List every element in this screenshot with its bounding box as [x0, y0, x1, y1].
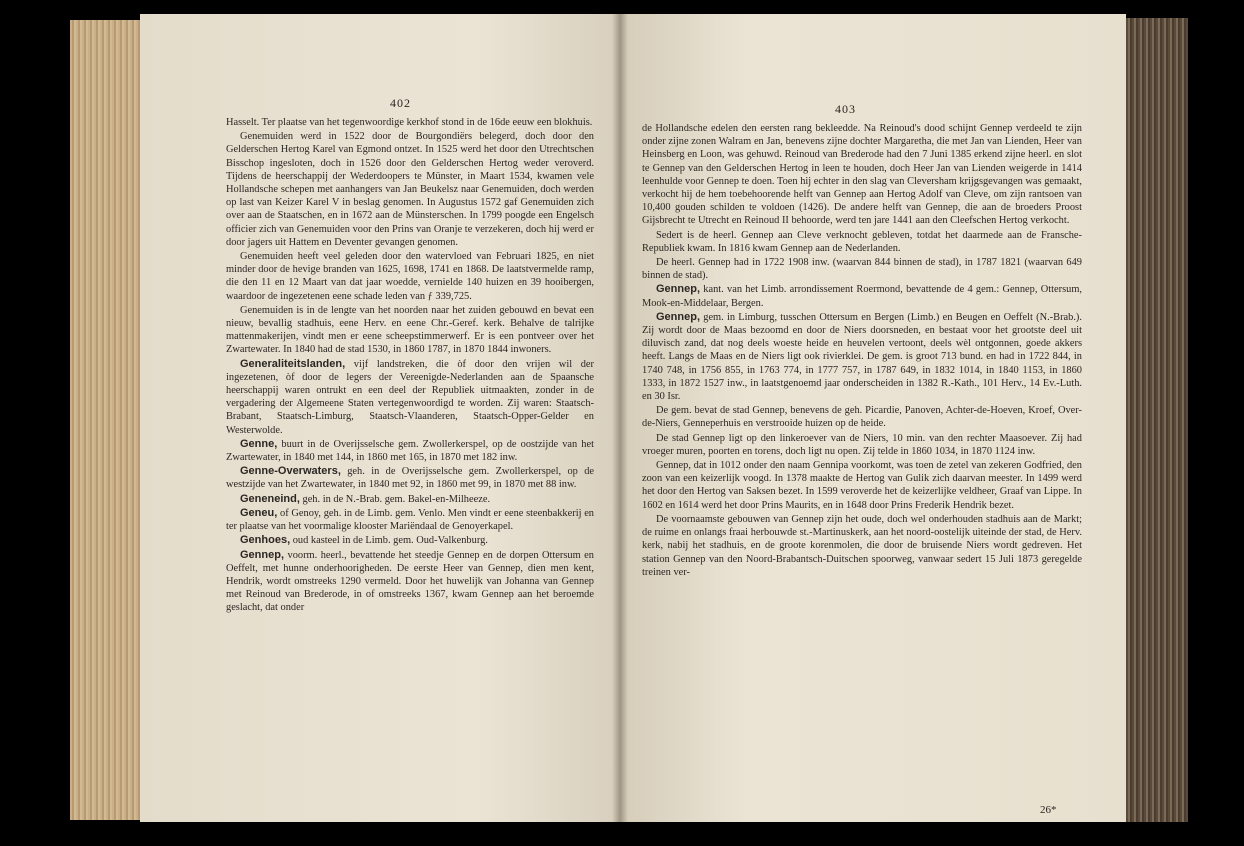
page-number: 403	[835, 102, 856, 116]
paragraph	[226, 116, 594, 129]
paragraph-text: Hasselt. Ter plaatse van het tegenwoordige kerkhof stond in de 16de eeuw een blokhuis.	[226, 117, 593, 128]
paragraph-text: geh. in de N.-Brab. gem. Bakel-en-Milheeze.	[299, 493, 491, 505]
right-page-edges	[1126, 18, 1188, 822]
paragraph	[226, 493, 594, 506]
entry-headword: Gennep,	[656, 283, 701, 296]
paragraph	[226, 438, 594, 464]
paragraph-text: De gem. bevat de stad Gennep, benevens de geh. Picardie, Panoven, Achter-de-Hoeven, Kroef, Over-de-Niers, Genneperhuis en verstrooide huizen op de heide.	[642, 405, 1082, 430]
left-page	[140, 14, 620, 822]
paragraph-text: Sedert is de heerl. Gennep aan Cleve verknocht gebleven, totdat het daarmede aan de Fransche-Republiek kwam. In 1816 kwam Gennep aan de Nederlanden.	[642, 229, 1082, 254]
paragraph	[642, 229, 1082, 255]
paragraph	[642, 311, 1082, 403]
paragraph	[226, 465, 594, 491]
paragraph-text: Genemuiden heeft veel geleden door den watervloed van Februari 1825, en niet minder door de hevige branden van 1625, 1698, 1741 en 1868. De laatstvermelde ramp, die den 11 en 12 Maart van dat jaar woedde, vernielde 140 huizen en 39 hooibergen, waardoor de ingezetenen eene schade leden van ƒ 339,725.	[226, 251, 594, 302]
book-gutter	[612, 14, 628, 822]
paragraph-text: kant. van het Limb. arrondissement Roermond, bevattende de 4 gem.: Gennep, Ottersum, Mook-en-Middelaar, Bergen.	[642, 284, 1082, 309]
paragraph-text: Genemuiden werd in 1522 door de Bourgondiërs belegerd, doch door den Gelderschen Hertog Karel van Egmond ontzet. In 1525 werd het door den Utrechtschen Bisschop ingesloten, doch in 1526 door den Gelderschen Hertog weder veroverd. Tijdens de heerschappij der Wederdoopers te Münster, in Maart 1534, kwamen vele Hollandsche schepen met aanhangers van Jan Beukelsz naar Genemuiden, doch werden op last van Keizer Karel V in beslag genomen. In Augustus 1572 gaf Genemuiden zich over aan de Staatschen, en in 1672 aan de Münsterschen. In 1799 poogde een Engelsch officier zich van Genemuiden voor den Prins van Oranje te verzekeren, doch hij werd er door jagers uit Hattem en Deventer gevangen genomen.	[226, 131, 594, 248]
paragraph-text: voorm. heerl., bevattende het steedje Gennep en de dorpen Ottersum en Oeffelt, met hunne onderhoorigheden. De eerste Heer van Gennep, dien men kent, Hendrik, wordt omstreeks 1290 vermeld. Door het huwelijk van Johanna van Gennep met Reinoud van Brederode, in of omstreeks 1367, kwam Gennep aan het beroemde geslacht, dat onder	[226, 549, 594, 614]
paragraph	[226, 250, 594, 303]
right-page-text	[642, 122, 1082, 580]
paragraph	[642, 283, 1082, 309]
paragraph	[642, 513, 1082, 579]
paragraph	[226, 549, 594, 615]
paragraph	[642, 404, 1082, 430]
paragraph	[642, 122, 1082, 228]
paragraph-text: De stad Gennep ligt op den linkeroever van de Niers, 10 min. van den rechter Maasoever. Zij had vroeger muren, poorten en torens, doch ligt nu open. Zij telde in 1860 1034, in 1870 1124 inw.	[642, 432, 1082, 457]
paragraph-text: geh. in de Overijsselsche gem. Zwollerkerspel, op de westzijde van het Zwartewater, in 1840 met 92, in 1860 met 99, in 1870 met 88 inw.	[226, 466, 594, 491]
paragraph	[642, 432, 1082, 458]
paragraph-text: Genemuiden is in de lengte van het noorden naar het zuiden gebouwd en bevat een nieuw, bevallig stadhuis, eene Herv. en eene Chr.-Geref. kerk. Behalve de talrijke mattenmakerijen, vindt men er eene scheepstimmerwerf. Er is een pontveer over het Zwartewater. In 1840 had de stad 1530, in 1860 1787, in 1870 1844 inwoners.	[226, 304, 594, 356]
entry-headword: Geneneind,	[240, 492, 300, 505]
paragraph-text: buurt in de Overijsselsche gem. Zwollerkerspel, op de oostzijde van het Zwartewater, in 1840 met 144, in 1860 met 165, in 1870 met 182 inw.	[226, 438, 594, 464]
paragraph-text: De heerl. Gennep had in 1722 1908 inw. (waarvan 844 binnen de stad), in 1787 1821 (waarvan 649 binnen de stad).	[642, 257, 1082, 282]
paragraph	[226, 304, 594, 357]
paragraph-text: de Hollandsche edelen den eersten rang bekleedde. Na Reinoud's dood schijnt Gennep verdeeld te zijn onder zijne zonen Walram en Jan, benevens zijne dochter Margaretha, die met Jan van Lienden, Heer van Heinsberg en Loon, was gehuwd. Reinoud van Brederode had den 7 Juni 1385 erkend zijne heerl. en slot te Gennep van den Gelderschen Hertog in leen te houden, doch Heer Jan van Lienden weigerde in 1414 leenhulde voor Gennep te doen. Toen hij echter in den slag van Cleversham krijgsgevangen was gemaakt, verkocht hij de hem toebehoorende helft van Gennep aan Hertog Adolf van Cleve, om zijn rantsoen van 10,400 gouden schilden te voldoen (1426). De andere helft van Gennep, die aan de broeders Proost Gijsbrecht te Utrecht en Reinoud II behoorde, werd ten jare 1441 aan den Cleefschen Hertog verkocht.	[642, 123, 1082, 227]
paragraph	[642, 256, 1082, 282]
paragraph	[642, 459, 1082, 512]
paragraph-text: De voornaamste gebouwen van Gennep zijn het oude, doch wel onderhouden stadhuis aan de Markt; de ruime en onlangs fraai herbouwde st.-Martinuskerk, aan het noord-oostelijk uiteinde der stad, de Herv. kerk, nabij het stadhuis, en de groote korenmolen, die door de bruisende Niers wordt gedreven. Het station Gennep van den Noord-Brabantsch-Duitschen spoorweg, vanwaar sedert 15 Juli 1873 geregelde treinen ver-	[642, 513, 1082, 578]
entry-headword: Gennep,	[240, 548, 285, 561]
paragraph-text: vijf landstreken, die òf door den vrijen wil der ingezetenen, òf door de legers der Vereenigde-Nederlanden aan de Spaansche heerschappij waren ontrukt en een deel der Republiek uitmaakten, zonder in de vergadering der Algemeene Staten vertegenwoordigd te worden. Zij waren: Staatsch-Brabant, Staatsch-Limburg, Staatsch-Vlaanderen, Staatsch-Opper-Gelder en Westerwolde.	[226, 358, 594, 436]
entry-headword: Genne-Overwaters,	[240, 465, 341, 478]
paragraph-text: of Genoy, geh. in de Limb. gem. Venlo. Men vindt er eene steenbakkerij en ter plaatse van het voormalige klooster Mariëndaal de Genoyerkapel.	[226, 507, 594, 533]
entry-headword: Generaliteitslanden,	[240, 357, 346, 370]
left-page-text	[226, 116, 594, 616]
paragraph	[226, 507, 594, 533]
paragraph-text: gem. in Limburg, tusschen Ottersum en Bergen (Limb.) en Beugen en Oeffelt (N.-Brab.). Zij wordt door de Maas bezoomd en door de Niers doorsneden, en bestaat voor het grootste deel uit diluvisch zand, dat nog deels woeste heide en heuvelen vertoont, deels wèl ontgonnen, goede akkers heeft. Langs de Maas en de Niers ligt ook rivierklei. De gem. is groot 713 bund. en had in 1722 844, in 1740 748, in 1756 855, in 1763 774, in 1777 757, in 1787 649, in 1832 1014, in 1840 1153, in 1860 1333, in 1872 1527 inw., in laatstgenoemd jaar onderscheiden in 1382 R.-Kath., 101 Herv., 14 Ev.-Luth. en 30 Isr.	[642, 311, 1082, 403]
paragraph	[226, 358, 594, 437]
paragraph	[226, 130, 594, 249]
entry-headword: Genne,	[240, 437, 278, 450]
page-number: 402	[390, 96, 411, 110]
entry-headword: Geneu,	[240, 506, 278, 519]
entry-headword: Gennep,	[656, 310, 701, 323]
paragraph-text: oud kasteel in de Limb. gem. Oud-Valkenburg.	[290, 535, 488, 547]
paragraph-text: Gennep, dat in 1012 onder den naam Gennipa voorkomt, was toen de zetel van zekeren Godfried, den zoon van een keizerlijk voogd. In 1378 maakte de Hertog van Gulik zich daarvan meester. In 1499 werd het door den Hertog van Saksen bezet. In 1599 veroverde het de keizerlijke veldheer, Graaf van Lippe. In 1602 en 1614 werd het door Prins Maurits, en in 1648 door Prins Frederik Hendrik bezet.	[642, 460, 1082, 511]
entry-headword: Genhoes,	[240, 534, 291, 547]
paragraph	[226, 534, 594, 547]
signature-mark: 26*	[1040, 804, 1057, 816]
right-page	[620, 14, 1126, 822]
left-page-edges	[70, 20, 142, 820]
